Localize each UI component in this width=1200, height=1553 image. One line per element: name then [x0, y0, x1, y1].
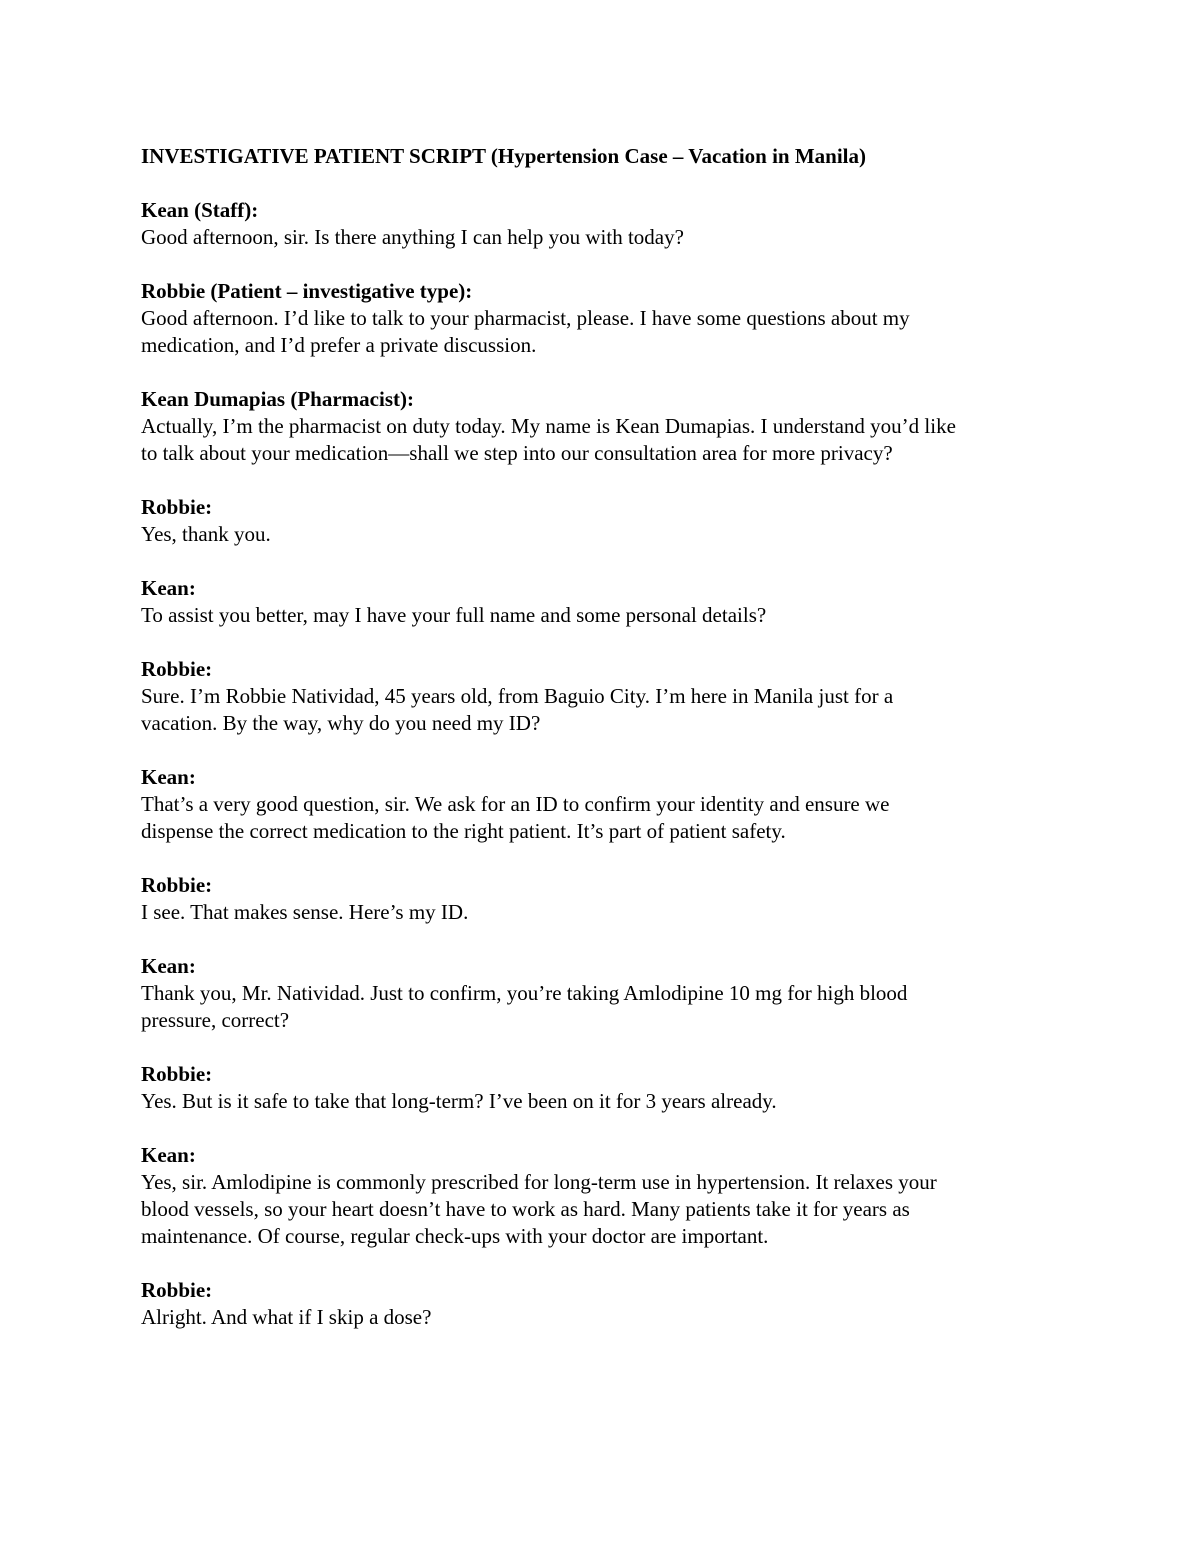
dialogue-line: Yes. But is it safe to take that long-term? I’ve been on it for 3 years already.: [141, 1089, 777, 1113]
dialogue-turn: [141, 953, 1071, 1034]
dialogue-line: Yes, thank you.: [141, 522, 271, 546]
dialogue-line: pressure, correct?: [141, 1008, 290, 1032]
dialogue-line: I see. That makes sense. Here’s my ID.: [141, 900, 469, 924]
dialogue-line: to talk about your medication—shall we step into our consultation area for more privacy?: [141, 441, 893, 465]
dialogue-line: medication, and I’d prefer a private discussion.: [141, 333, 537, 357]
dialogue-turn: [141, 494, 1071, 548]
dialogue-line: Actually, I’m the pharmacist on duty today. My name is Kean Dumapias. I understand you’d like: [141, 414, 956, 438]
dialogue-line: blood vessels, so your heart doesn’t have to work as hard. Many patients take it for years as: [141, 1197, 910, 1221]
dialogue-line: dispense the correct medication to the right patient. It’s part of patient safety.: [141, 819, 786, 843]
speaker-label: Robbie (Patient – investigative type):: [141, 279, 473, 303]
speaker-label: Robbie:: [141, 1278, 213, 1302]
dialogue-line: Good afternoon. I’d like to talk to your pharmacist, please. I have some questions about my: [141, 306, 910, 330]
document-page: [141, 143, 1071, 1358]
dialogue-turn: [141, 872, 1071, 926]
dialogue-turn: [141, 1142, 1071, 1250]
dialogue-turn: [141, 656, 1071, 737]
speaker-label: Robbie:: [141, 495, 213, 519]
speaker-label: Kean:: [141, 954, 196, 978]
speaker-label: Kean (Staff):: [141, 198, 259, 222]
speaker-label: Robbie:: [141, 1062, 213, 1086]
document-title: INVESTIGATIVE PATIENT SCRIPT (Hypertension Case – Vacation in Manila): [141, 144, 867, 168]
dialogue-line: maintenance. Of course, regular check-ups with your doctor are important.: [141, 1224, 769, 1248]
dialogue-line: Good afternoon, sir. Is there anything I can help you with today?: [141, 225, 684, 249]
dialogue-line: Yes, sir. Amlodipine is commonly prescribed for long-term use in hypertension. It relaxes your: [141, 1170, 937, 1194]
speaker-label: Kean:: [141, 765, 196, 789]
dialogue-line: To assist you better, may I have your full name and some personal details?: [141, 603, 767, 627]
dialogue-line: Thank you, Mr. Natividad. Just to confirm, you’re taking Amlodipine 10 mg for high blood: [141, 981, 908, 1005]
dialogue-turn: [141, 1277, 1071, 1331]
dialogue-line: vacation. By the way, why do you need my ID?: [141, 711, 541, 735]
speaker-label: Kean:: [141, 576, 196, 600]
dialogue-turn: [141, 575, 1071, 629]
dialogue-turn: [141, 278, 1071, 359]
dialogue-turn: [141, 764, 1071, 845]
dialogue-turn: [141, 1061, 1071, 1115]
dialogue-turn: [141, 197, 1071, 251]
speaker-label: Robbie:: [141, 657, 213, 681]
speaker-label: Kean:: [141, 1143, 196, 1167]
dialogue-line: That’s a very good question, sir. We ask for an ID to confirm your identity and ensure we: [141, 792, 890, 816]
dialogue-line: Sure. I’m Robbie Natividad, 45 years old, from Baguio City. I’m here in Manila just for a: [141, 684, 894, 708]
speaker-label: Kean Dumapias (Pharmacist):: [141, 387, 414, 411]
speaker-label: Robbie:: [141, 873, 213, 897]
dialogue-line: Alright. And what if I skip a dose?: [141, 1305, 432, 1329]
dialogue-turn: [141, 386, 1071, 467]
